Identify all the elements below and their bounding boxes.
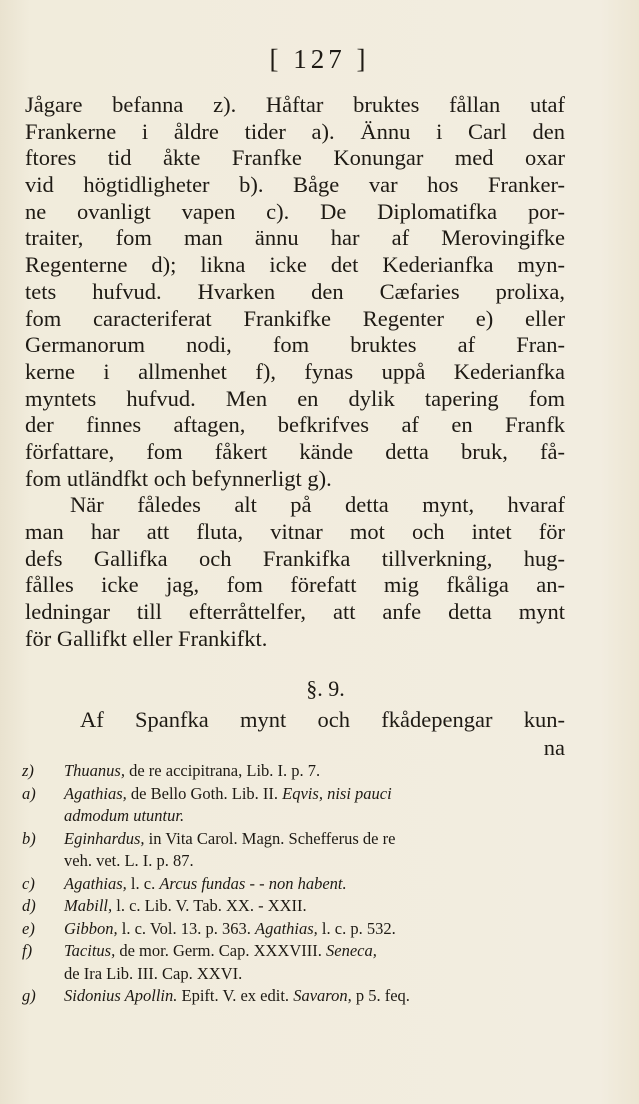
text-line: Regenterne d); likna icke det Kederianfka myn- bbox=[25, 252, 565, 278]
text-line: vid högtidligheter b). Båge var hos Franker- bbox=[25, 172, 565, 198]
footnote-marker: z) bbox=[22, 761, 34, 780]
text-line: Frankerne i åldre tider a). Ännu i Carl den bbox=[25, 118, 565, 144]
footnote-marker: f) bbox=[22, 941, 33, 960]
section-number: §. 9. bbox=[306, 676, 345, 701]
footnote-marker: c) bbox=[22, 873, 35, 893]
footnote-continuation: admodum utuntur. bbox=[64, 806, 185, 825]
footnote-continuation: de Ira Lib. III. Cap. XXVI. bbox=[64, 963, 243, 983]
footnote-marker: g) bbox=[22, 986, 36, 1005]
text-line: ledningar till efterråttelfer, att anfe detta mynt bbox=[25, 599, 565, 625]
footnote-text: de re accipitrana, Lib. I. p. 7. bbox=[124, 761, 321, 780]
footnote bbox=[22, 873, 567, 896]
footnote-text: de Bello Goth. Lib. II. bbox=[126, 783, 283, 803]
footnote-author: Eginhardus, bbox=[64, 828, 145, 848]
footnote-marker: d) bbox=[22, 896, 36, 915]
footnote-text: l. c. bbox=[126, 873, 160, 893]
section-heading-line: na bbox=[543, 735, 565, 760]
text-line: defs Gallifka och Frankifka tillverkning, hug- bbox=[25, 545, 565, 571]
main-text bbox=[25, 92, 565, 652]
footnote-marker: a) bbox=[22, 783, 36, 803]
text-line: fom caracteriferat Frankifke Regenter e) eller bbox=[25, 305, 565, 331]
text-line: ftores tid åkte Franfke Konungar med oxar bbox=[25, 145, 565, 171]
footnote-author: Tacitus, bbox=[64, 941, 116, 960]
footnote-author: Sidonius Apollin. bbox=[64, 986, 178, 1005]
footnote-continuation: veh. vet. L. I. p. 87. bbox=[64, 851, 194, 870]
footnote-marker: b) bbox=[22, 828, 36, 848]
footnote-marker: e) bbox=[22, 918, 35, 938]
footnote-author: Agathias, bbox=[64, 873, 127, 893]
footnote-text: l. c. Vol. 13. p. 363. bbox=[117, 918, 255, 938]
text-line: tets hufvud. Hvarken den Cæfaries prolixa, bbox=[25, 278, 565, 304]
text-line: fålles icke jag, fom förefatt mig fkåliga an- bbox=[25, 572, 565, 598]
text-line: Jågare befanna z). Håftar bruktes fållan utaf bbox=[25, 92, 565, 117]
footnote-text: in Vita Carol. Magn. Schefferus de re bbox=[144, 828, 396, 848]
footnote bbox=[22, 895, 567, 918]
footnote-text: de mor. Germ. Cap. XXXVIII. bbox=[115, 941, 326, 960]
footnote-text-2: p 5. feq. bbox=[351, 986, 410, 1005]
text-line: ne ovanligt vapen c). De Diplomatifka por- bbox=[25, 198, 565, 224]
text-line: författare, fom fåkert kände detta bruk, få- bbox=[25, 438, 565, 464]
footnote-author: Mabill, bbox=[64, 896, 113, 915]
footnote-author-2: Seneca, bbox=[326, 941, 377, 960]
footnote bbox=[22, 760, 567, 783]
footnote bbox=[22, 783, 567, 828]
section-heading bbox=[25, 706, 565, 762]
text-line: myntets hufvud. Men en dylik tapering fom bbox=[25, 385, 565, 411]
text-line: der finnes aftagen, befkrifves af en Franfk bbox=[25, 412, 565, 438]
footnote bbox=[22, 918, 567, 941]
text-line: kerne i allmenhet f), fynas uppå Kederianfka bbox=[25, 358, 565, 384]
footnote-quote: Arcus fundas - - non habent. bbox=[159, 873, 347, 893]
footnote-author: Gibbon, bbox=[64, 918, 118, 938]
text-line: traiter, fom man ännu har af Merovingifke bbox=[25, 225, 565, 251]
text-line: Germanorum nodi, fom bruktes af Fran- bbox=[25, 332, 565, 358]
text-line: fom utländfkt och befynnerligt g). bbox=[25, 465, 332, 491]
text-line: När fåledes alt på detta mynt, hvaraf bbox=[70, 492, 565, 518]
footnote-author: Agathias, bbox=[64, 783, 127, 803]
page-number: [ 127 ] bbox=[269, 44, 370, 74]
footnote-quote: Eqvis, nisi pauci bbox=[282, 783, 392, 803]
section-heading-line: Af Spanfka mynt och fkådepengar kun- bbox=[80, 707, 565, 732]
footnotes bbox=[22, 760, 567, 1008]
footnote-author-2: Savaron, bbox=[293, 986, 352, 1005]
footnote bbox=[22, 828, 567, 873]
footnote-text: Epift. V. ex edit. bbox=[177, 986, 294, 1005]
text-line: för Gallifkt eller Frankifkt. bbox=[25, 625, 268, 651]
footnote-text-2: l. c. p. 532. bbox=[317, 918, 396, 938]
footnote bbox=[22, 985, 567, 1008]
footnote bbox=[22, 940, 567, 985]
footnote-author-2: Agathias, bbox=[254, 918, 318, 938]
text-line: man har att fluta, vitnar mot och intet för bbox=[25, 519, 565, 544]
footnote-text: l. c. Lib. V. Tab. XX. - XXII. bbox=[112, 896, 307, 915]
footnote-author: Thuanus, bbox=[64, 761, 125, 780]
